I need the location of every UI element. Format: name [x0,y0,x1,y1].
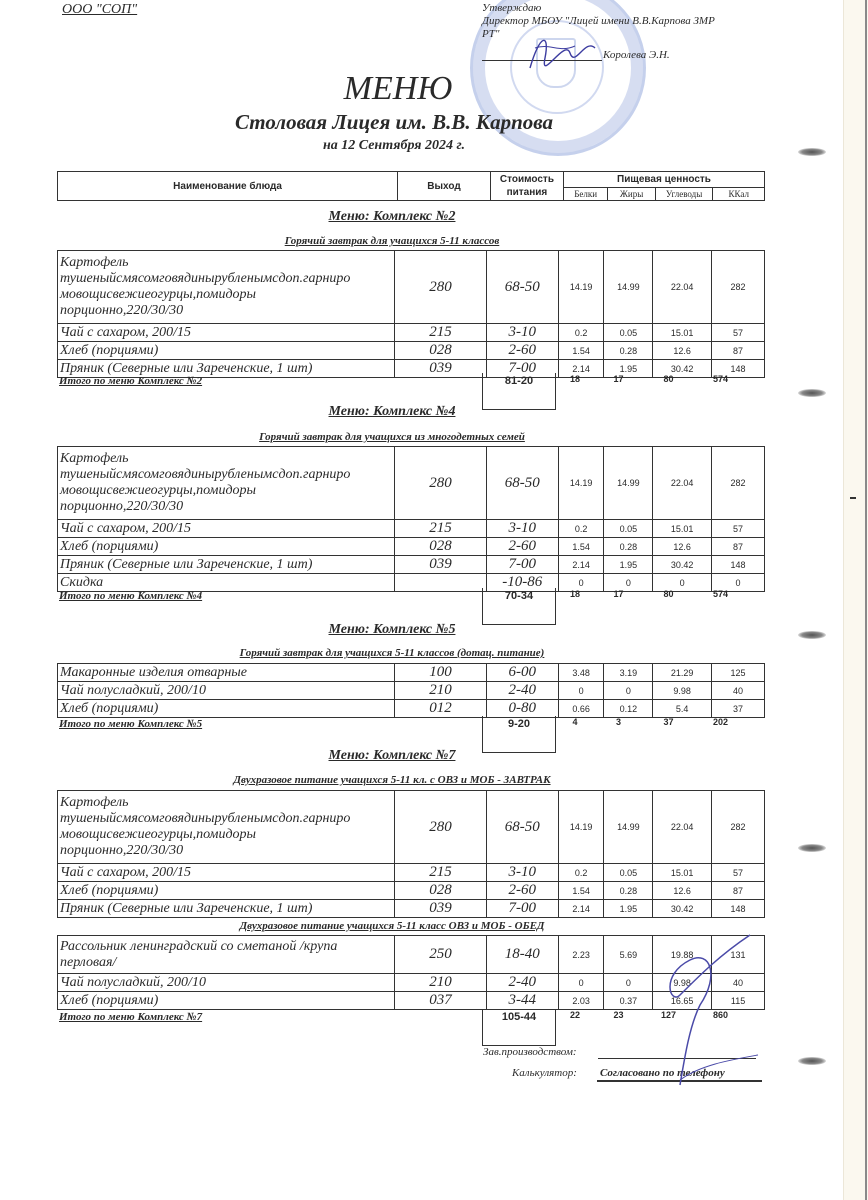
dish-name: Хлеб (порциями) [58,700,395,718]
dish-cost: 3-10 [486,864,558,882]
table-row [58,324,765,342]
dish-name: Скидка [58,574,395,592]
dish-yield [395,574,486,592]
dish-name-line: Картофель [60,451,129,466]
dish-fats: 14.99 [604,447,653,520]
total-proteins: 18 [569,374,580,384]
total-kcal: 574 [712,589,729,599]
dish-kcal: 40 [712,974,765,992]
dish-proteins: 0 [558,682,604,700]
dish-fats: 1.95 [604,900,653,918]
dish-yield: 280 [395,791,486,864]
table-row [58,700,765,718]
header-carbs: Углеводы [655,188,713,201]
dish-name: Чай полусладкий, 200/10 [58,682,395,700]
dish-fats: 0.37 [604,992,653,1010]
dish-name-line: тушеныйсмясомговядинырубленымсдоп.гарниро [60,271,351,286]
dish-cost: 3-10 [486,324,558,342]
dish-name [58,251,395,324]
total-proteins: 22 [569,1010,580,1020]
dish-carbs: 5.4 [653,700,712,718]
dish-fats: 0 [604,974,653,992]
section-title: Меню: Комплекс №7 [328,748,456,763]
header-cost-line-1: Стоимость [499,174,554,185]
dish-yield: 215 [395,520,486,538]
dish-cost: 18-40 [486,936,558,974]
total-carbs: 80 [663,374,674,384]
dish-kcal: 115 [712,992,765,1010]
dish-proteins: 14.19 [558,447,604,520]
dish-proteins: 14.19 [558,791,604,864]
page-title-wrap [0,70,868,108]
dish-proteins: 2.14 [558,556,604,574]
dish-proteins: 0.66 [558,700,604,718]
dish-yield: 039 [395,556,486,574]
dish-fats: 3.19 [604,664,653,682]
dish-cost: 3-44 [486,992,558,1010]
dish-cost: 68-50 [486,791,558,864]
dish-carbs: 0 [653,574,712,592]
dish-yield: 215 [395,324,486,342]
column-header-table [57,171,765,201]
dish-carbs: 9.98 [653,682,712,700]
dish-name: Чай полусладкий, 200/10 [58,974,395,992]
dish-name: Хлеб (порциями) [58,882,395,900]
dish-cost: 68-50 [486,251,558,324]
dish-yield: 028 [395,538,486,556]
header-nutrition: Пищевая ценность [564,172,765,188]
dish-yield: 250 [395,936,486,974]
total-cost: 81-20 [504,375,534,387]
dish-yield: 037 [395,992,486,1010]
calculator-value: Согласовано по телефону [600,1067,725,1079]
dish-fats: 1.95 [604,360,653,378]
dish-cost: 0-80 [486,700,558,718]
dish-carbs: 22.04 [653,447,712,520]
dish-name: Пряник (Северные или Зареченские, 1 шт) [58,360,395,378]
header-dish-name: Наименование блюда [58,172,398,201]
dish-name-line: Картофель [60,255,129,270]
dish-carbs: 21.29 [653,664,712,682]
dish-fats: 5.69 [604,936,653,974]
header-proteins: Белки [564,188,608,201]
dish-name: Пряник (Северные или Зареченские, 1 шт) [58,900,395,918]
dish-cost: 2-40 [486,682,558,700]
dish-carbs: 16.65 [653,992,712,1010]
punch-hole-mark [798,389,826,397]
dish-kcal: 57 [712,324,765,342]
production-head-signature-icon [640,915,760,1095]
header-cost [490,172,563,201]
dish-name-line: перловая/ [60,954,117,970]
total-carbs: 37 [663,717,674,727]
meal-subtitle: Горячий завтрак для учащихся 5-11 классов [284,235,500,247]
dish-kcal: 37 [712,700,765,718]
dish-fats: 0.05 [604,324,653,342]
menu-table [57,250,765,378]
dish-proteins: 0.2 [558,324,604,342]
dish-proteins: 14.19 [558,251,604,324]
table-row [58,538,765,556]
section-title: Меню: Комплекс №5 [328,622,456,637]
dish-name: Макаронные изделия отварные [58,664,395,682]
dish-carbs: 30.42 [653,360,712,378]
dish-kcal: 87 [712,538,765,556]
dish-carbs: 12.6 [653,538,712,556]
total-label: Итого по меню Комплекс №4 [59,590,203,602]
dish-cost: 6-00 [486,664,558,682]
dish-proteins: 2.14 [558,360,604,378]
table-row [58,251,765,324]
dish-name-line: мовощисвежиеогурцы,помидоры [60,287,257,302]
total-fats: 3 [615,717,621,727]
dish-proteins: 0 [558,974,604,992]
dish-kcal: 148 [712,360,765,378]
header-cost-line-2: питания [506,187,548,198]
dish-name-line: порционно,220/30/30 [60,499,184,514]
menu-table [57,446,765,592]
total-cost: 9-20 [507,718,531,730]
header-yield: Выход [398,172,491,201]
dish-kcal: 125 [712,664,765,682]
dish-yield: 280 [395,447,486,520]
dish-kcal: 282 [712,251,765,324]
dish-yield: 210 [395,974,486,992]
dish-proteins: 0.2 [558,520,604,538]
dish-yield: 028 [395,342,486,360]
dish-fats: 0 [604,574,653,592]
dish-yield: 280 [395,251,486,324]
dish-fats: 0.28 [604,538,653,556]
dish-name-line: тушеныйсмясомговядинырубленымсдоп.гарниро [60,467,351,482]
production-head-label: Зав.производством: [483,1046,577,1058]
dish-name [58,936,395,974]
dish-carbs: 9.98 [653,974,712,992]
dish-fats: 0.05 [604,520,653,538]
dish-kcal: 40 [712,682,765,700]
dish-proteins: 3.48 [558,664,604,682]
dish-yield: 039 [395,360,486,378]
table-row [58,342,765,360]
table-row [58,882,765,900]
total-kcal: 860 [712,1010,729,1020]
dish-fats: 1.95 [604,556,653,574]
total-label: Итого по меню Комплекс №2 [59,375,203,387]
dish-fats: 0.28 [604,882,653,900]
total-proteins: 18 [569,589,580,599]
dish-proteins: 2.14 [558,900,604,918]
table-row [58,556,765,574]
dish-proteins: 2.03 [558,992,604,1010]
dish-carbs: 12.6 [653,882,712,900]
dish-cost: 2-60 [486,882,558,900]
dish-name-line: порционно,220/30/30 [60,303,184,318]
dish-kcal: 148 [712,556,765,574]
dish-carbs: 22.04 [653,791,712,864]
punch-hole-mark [798,1057,826,1065]
dish-kcal: 0 [712,574,765,592]
table-row [58,791,765,864]
page-title: МЕНЮ [343,70,453,107]
meal-subtitle: Горячий завтрак для учащихся из многодетных семей [259,431,525,443]
dish-yield: 215 [395,864,486,882]
dish-carbs: 15.01 [653,520,712,538]
approval-signatory: Королева Э.Н. [603,49,670,61]
dish-proteins: 0.2 [558,864,604,882]
dish-cost: 2-60 [486,538,558,556]
dish-proteins: 1.54 [558,538,604,556]
meal-subtitle: Двухразовое питание учащихся 5-11 кл. с ОВЗ и МОБ - ЗАВТРАК [233,774,551,786]
total-carbs: 80 [663,589,674,599]
header-fats: Жиры [608,188,655,201]
dish-cost: 2-40 [486,974,558,992]
paper-edge-line [865,0,867,1200]
section-title: Меню: Комплекс №2 [328,209,456,224]
total-label: Итого по меню Комплекс №5 [59,718,203,730]
dish-name-line: порционно,220/30/30 [60,843,184,858]
dish-name-line: тушеныйсмясомговядинырубленымсдоп.гарниро [60,811,351,826]
dish-yield: 012 [395,700,486,718]
approval-line-2: Директор МБОУ "Лицей имени В.В.Карпова ЗМР [482,15,715,27]
dish-cost: 3-10 [486,520,558,538]
header-kcal: ККал [713,188,765,201]
total-fats: 23 [613,1010,624,1020]
dish-name: Чай с сахаром, 200/15 [58,864,395,882]
dish-fats: 14.99 [604,251,653,324]
punch-hole-mark [798,844,826,852]
dish-proteins: 0 [558,574,604,592]
dish-name-line: мовощисвежиеогурцы,помидоры [60,483,257,498]
dish-proteins: 2.23 [558,936,604,974]
total-proteins: 4 [572,717,578,727]
total-fats: 17 [613,589,624,599]
dish-name [58,447,395,520]
dish-name-line: Картофель [60,795,129,810]
dish-kcal: 57 [712,520,765,538]
dish-name: Пряник (Северные или Зареченские, 1 шт) [58,556,395,574]
dish-name: Хлеб (порциями) [58,992,395,1010]
table-row [58,682,765,700]
dish-cost: 7-00 [486,900,558,918]
dish-kcal: 131 [712,936,765,974]
table-row [58,664,765,682]
dish-kcal: 282 [712,447,765,520]
dish-carbs: 15.01 [653,324,712,342]
canteen-name: Столовая Лицея им. В.В. Карпова [234,110,554,134]
calculator-label: Калькулятор: [512,1067,577,1079]
dish-cost: 2-60 [486,342,558,360]
dish-name-line: Рассольник ленинградский со сметаной /крупа [60,938,338,954]
dish-kcal: 57 [712,864,765,882]
meal-subtitle: Двухразовое питание учащихся 5-11 класс ОВЗ и МОБ - ОБЕД [239,920,545,932]
dish-fats: 0 [604,682,653,700]
dish-carbs: 12.6 [653,342,712,360]
dish-yield: 210 [395,682,486,700]
dish-yield: 028 [395,882,486,900]
organization-name: ООО "СОП" [62,2,138,17]
total-cost: 70-34 [504,590,534,602]
dish-cost: -10-86 [486,574,558,592]
table-row [58,520,765,538]
margin-mark [850,497,856,499]
total-carbs: 127 [660,1010,677,1020]
director-signature-icon [520,28,600,73]
dish-name: Хлеб (порциями) [58,538,395,556]
dish-kcal: 148 [712,900,765,918]
dish-carbs: 15.01 [653,864,712,882]
dish-yield: 100 [395,664,486,682]
dish-proteins: 1.54 [558,342,604,360]
dish-carbs: 22.04 [653,251,712,324]
dish-name-line: мовощисвежиеогурцы,помидоры [60,827,257,842]
approval-line-3: РТ" [482,28,500,40]
dish-name [58,791,395,864]
menu-table [57,663,765,718]
dish-fats: 0.12 [604,700,653,718]
total-cost: 105-44 [501,1011,537,1023]
dish-carbs: 30.42 [653,556,712,574]
dish-proteins: 1.54 [558,882,604,900]
dish-cost: 68-50 [486,447,558,520]
meal-subtitle: Горячий завтрак для учащихся 5-11 классов (дотац. питание) [239,647,545,659]
dish-kcal: 87 [712,342,765,360]
dish-kcal: 87 [712,882,765,900]
dish-fats: 0.28 [604,342,653,360]
dish-name: Хлеб (порциями) [58,342,395,360]
menu-date: на 12 Сентября 2024 г. [323,138,465,153]
dish-carbs: 19.88 [653,936,712,974]
total-kcal: 202 [712,717,729,727]
table-row [58,447,765,520]
dish-name: Чай с сахаром, 200/15 [58,520,395,538]
dish-yield: 039 [395,900,486,918]
total-label: Итого по меню Комплекс №7 [59,1011,203,1023]
dish-carbs: 30.42 [653,900,712,918]
dish-fats: 0.05 [604,864,653,882]
dish-fats: 14.99 [604,791,653,864]
menu-table [57,790,765,918]
dish-cost: 7-00 [486,556,558,574]
section-total [57,590,765,626]
approval-line-1: Утверждаю [482,2,542,14]
total-kcal: 574 [712,374,729,384]
table-row [58,864,765,882]
total-fats: 17 [613,374,624,384]
dish-cost: 7-00 [486,360,558,378]
dish-kcal: 282 [712,791,765,864]
dish-name: Чай с сахаром, 200/15 [58,324,395,342]
section-title: Меню: Комплекс №4 [328,404,456,419]
